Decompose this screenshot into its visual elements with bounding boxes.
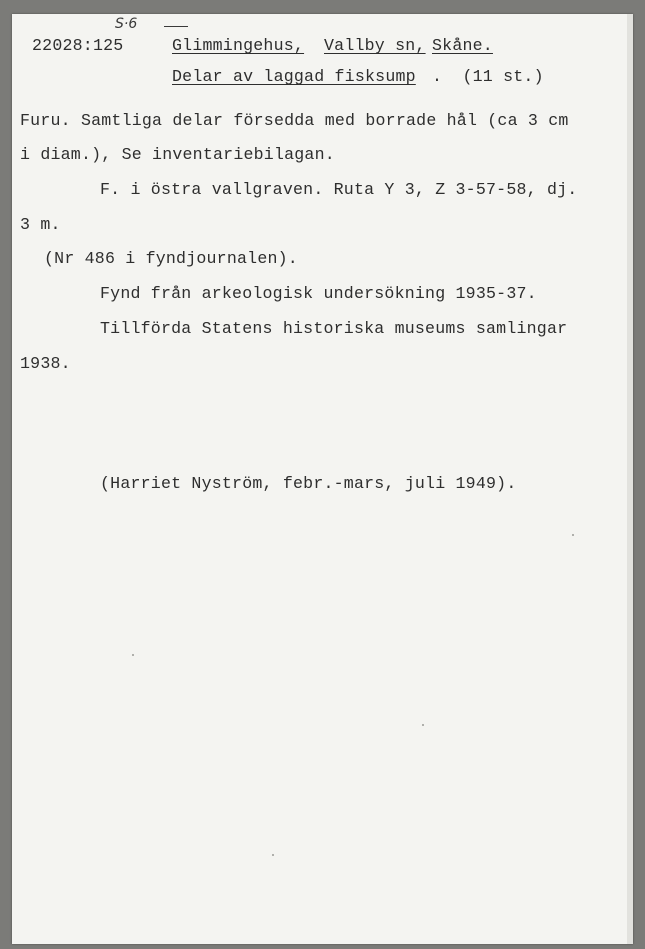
paper-speck — [572, 534, 574, 536]
catalog-card — [12, 14, 633, 944]
paper-speck — [422, 724, 424, 726]
signature-line: (Harriet Nyström, febr.-mars, juli 1949). — [100, 474, 517, 493]
location-province: Skåne. — [432, 36, 493, 55]
collection-line: Tillförda Statens historiska museums samlingar — [100, 319, 568, 338]
description-line-2: i diam.), Se inventariebilagan. — [20, 145, 335, 164]
excavation-line: Fynd från arkeologisk undersökning 1935-37. — [100, 284, 537, 303]
catalog-number: 22028:125 — [32, 36, 124, 55]
object-count: . (11 st.) — [432, 67, 544, 86]
mark-underline — [164, 26, 188, 27]
location-parish: Vallby sn, — [324, 36, 426, 55]
collection-year: 1938. — [20, 354, 71, 373]
location-place: Glimmingehus, — [172, 36, 305, 55]
object-title: Delar av laggad fisksump — [172, 67, 416, 86]
depth-line: 3 m. — [20, 215, 61, 234]
description-line-1: Furu. Samtliga delar försedda med borrade hål (ca 3 cm — [20, 111, 569, 130]
journal-reference: (Nr 486 i fyndjournalen). — [44, 249, 298, 268]
paper-speck — [132, 654, 134, 656]
paper-speck — [272, 854, 274, 856]
find-location-line: F. i östra vallgraven. Ruta Y 3, Z 3-57-58, dj. — [100, 180, 578, 199]
handwritten-mark: S·6 — [115, 16, 138, 32]
